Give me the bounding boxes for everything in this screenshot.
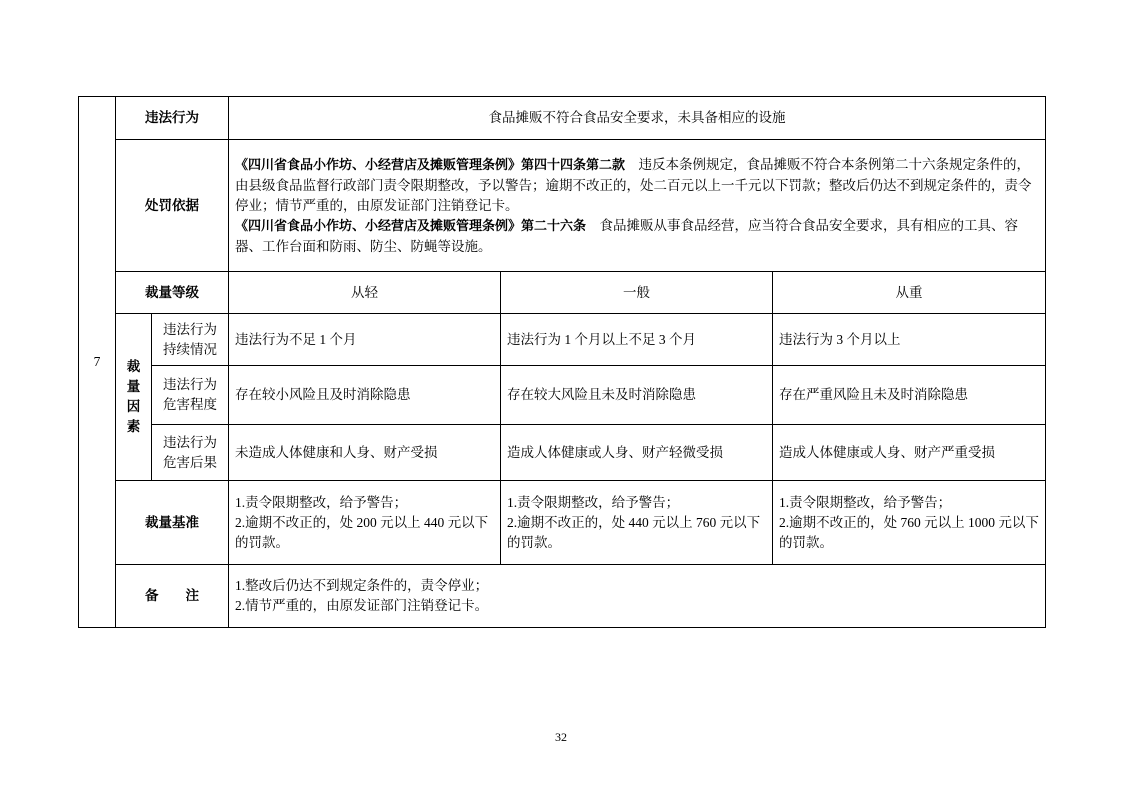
law2-title: 《四川省食品小作坊、小经营店及摊贩管理条例》第二十六条	[235, 218, 587, 234]
level-light: 从轻	[229, 272, 501, 314]
remarks-text: 1.整改后仍达不到规定条件的，责令停业； 2.情节严重的，由原发证部门注销登记卡。	[229, 565, 1046, 628]
level-general: 一般	[501, 272, 773, 314]
law1-title: 《四川省食品小作坊、小经营店及摊贩管理条例》第四十四条第二款	[235, 157, 626, 173]
factor-value: 违法行为 3 个月以上	[773, 314, 1046, 366]
basis-label: 处罚依据	[116, 140, 229, 272]
factor-value: 未造成人体健康和人身、财产受损	[229, 425, 501, 481]
page-number: 32	[555, 730, 567, 744]
levels-label: 裁量等级	[116, 272, 229, 314]
factor-value: 造成人体健康或人身、财产严重受损	[773, 425, 1046, 481]
benchmark-heavy: 1.责令限期整改，给予警告； 2.逾期不改正的，处 760 元以上 1000 元以下的罚款。	[773, 481, 1046, 565]
factors-label: 裁 量 因 素	[116, 314, 152, 481]
item-number: 7	[79, 97, 116, 628]
factor-name: 违法行为危害程度	[152, 366, 229, 425]
factor-name: 违法行为持续情况	[152, 314, 229, 366]
factor-value: 造成人体健康或人身、财产轻微受损	[501, 425, 773, 481]
factor-value: 存在较大风险且未及时消除隐患	[501, 366, 773, 425]
factor-value: 存在严重风险且未及时消除隐患	[773, 366, 1046, 425]
factor-value: 存在较小风险且及时消除隐患	[229, 366, 501, 425]
factor-value: 违法行为 1 个月以上不足 3 个月	[501, 314, 773, 366]
violation-label: 违法行为	[116, 97, 229, 140]
law2-text: 食品摊贩从事食品经营，应当符合食品安全要求，具有相应的工具、容器、工作台面和防雨、防尘、防蝇等设施。	[235, 217, 1019, 254]
law1-text: 违反本条例规定，食品摊贩不符合本条例第二十六条规定条件的，由县级食品监督行政部门责令限期整改，予以警告；逾期不改正的，处二百元以上一千元以下罚款；整改后仍达不到规定条件的，责令停业；情节严重的，由原发证部门注销登记卡。	[235, 156, 1032, 213]
level-heavy: 从重	[773, 272, 1046, 314]
basis-text	[229, 140, 1046, 272]
benchmark-general: 1.责令限期整改，给予警告； 2.逾期不改正的，处 440 元以上 760 元以下的罚款。	[501, 481, 773, 565]
remarks-label: 备 注	[116, 565, 229, 628]
factor-name: 违法行为危害后果	[152, 425, 229, 481]
discretion-table	[78, 96, 1046, 628]
benchmark-label: 裁量基准	[116, 481, 229, 565]
violation-text: 食品摊贩不符合食品安全要求，未具备相应的设施	[229, 97, 1046, 140]
factor-value: 违法行为不足 1 个月	[229, 314, 501, 366]
benchmark-light: 1.责令限期整改，给予警告； 2.逾期不改正的，处 200 元以上 440 元以下的罚款。	[229, 481, 501, 565]
